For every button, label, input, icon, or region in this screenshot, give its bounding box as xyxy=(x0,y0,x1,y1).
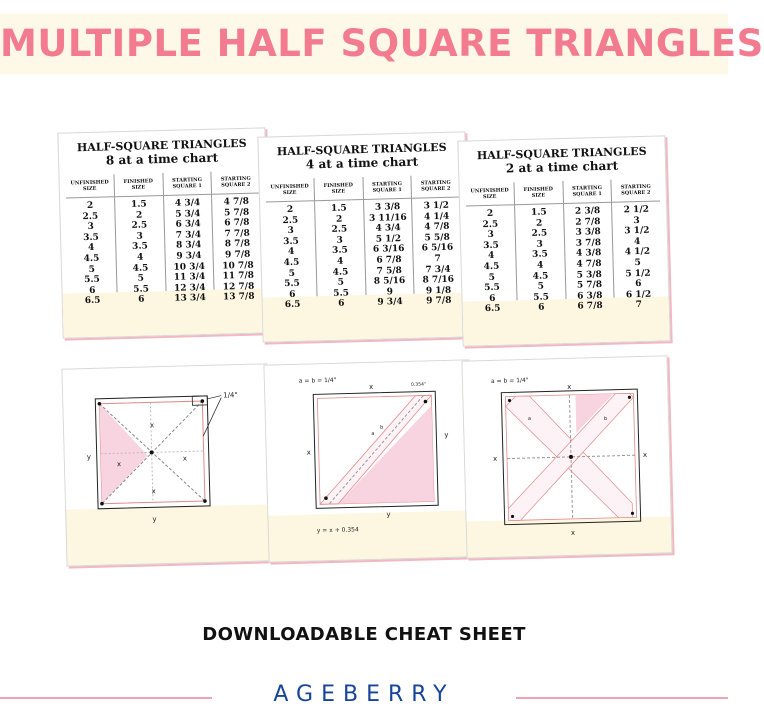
chart-table xyxy=(65,170,262,307)
table-cell: 6 xyxy=(89,285,96,296)
table-cell: 2 xyxy=(86,200,94,212)
table-cell: 8 7/16 xyxy=(422,274,455,286)
diagram-2-hst xyxy=(462,356,671,557)
table-cell: 1.5 xyxy=(130,199,147,210)
column-header: UNFINISHED SIZE xyxy=(265,178,313,202)
table-cell: 3 xyxy=(287,226,294,237)
chart-card-4-at-a-time xyxy=(257,131,470,342)
column-values xyxy=(66,197,117,307)
chart-column xyxy=(611,178,663,311)
dimension-label-y: y xyxy=(386,510,391,519)
table-cell: 4 xyxy=(487,251,495,262)
dimension-label-x: x xyxy=(368,382,374,391)
seam-allowance-label: 1/4" xyxy=(223,391,238,400)
dimension-label-x: x xyxy=(182,454,188,463)
table-cell: 13 7/8 xyxy=(222,291,255,303)
table-cell: 6 7/8 xyxy=(577,301,603,313)
dimension-label-x: x xyxy=(570,528,576,537)
table-cell: 8 5/16 xyxy=(373,276,406,287)
table-cell: 2.5 xyxy=(282,215,299,226)
table-cell: 5.5 xyxy=(533,292,550,303)
table-cell: 5 xyxy=(337,277,345,288)
diagram-4-hst xyxy=(264,360,473,561)
table-cell: 2.5 xyxy=(131,220,148,232)
table-cell: 5 1/2 xyxy=(375,233,402,245)
chart-title: HALF-SQUARE TRIANGLES xyxy=(76,136,247,155)
table-cell: 3.5 xyxy=(483,240,499,251)
table-cell: 5 1/2 xyxy=(625,268,651,279)
diagram-card-2-at-a-time xyxy=(461,355,672,558)
dimension-label-x: x xyxy=(149,421,155,430)
table-cell: 3 3/8 xyxy=(575,227,601,238)
table-cell: 3 xyxy=(487,230,494,241)
chart-column xyxy=(65,174,116,307)
cheat-sheet-caption: DOWNLOADABLE CHEAT SHEET xyxy=(202,624,526,645)
table-cell: 4 xyxy=(87,243,95,254)
chart-column xyxy=(162,172,214,305)
chart-table xyxy=(465,178,662,315)
column-header: UNFINISHED SIZE xyxy=(65,174,113,198)
table-cell: 5 7/8 xyxy=(576,280,603,291)
table-cell: 8 7/8 xyxy=(224,239,251,250)
table-cell: 4.5 xyxy=(83,253,100,265)
seam-formula: a = b = 1/4" xyxy=(298,376,337,385)
table-cell: 3.5 xyxy=(83,232,99,243)
table-cell: 3 xyxy=(633,215,640,226)
table-cell: 3 xyxy=(87,222,94,233)
offset-label: 0.354" xyxy=(410,382,427,388)
dimension-label-x: x xyxy=(116,460,122,469)
table-cell: 5.5 xyxy=(484,282,501,294)
table-cell: 3.5 xyxy=(332,245,348,257)
chart-column xyxy=(211,170,263,303)
table-cell: 5 xyxy=(488,272,496,283)
chart-column xyxy=(411,174,463,307)
table-cell: 4.5 xyxy=(132,262,149,274)
table-cell: 2 3/8 xyxy=(574,206,601,217)
table-cell: 2.5 xyxy=(331,224,348,236)
table-cell: 2 1/2 xyxy=(623,204,650,216)
table-cell: 8 3/4 xyxy=(175,240,202,252)
dimension-label-x: x xyxy=(567,382,572,391)
table-cell: 7 xyxy=(635,300,643,311)
table-cell: 6 xyxy=(538,302,545,314)
chart-column xyxy=(313,177,365,310)
column-header: STARTING SQUARE 2 xyxy=(612,178,660,202)
chart-column xyxy=(362,176,414,309)
table-cell: 4 xyxy=(633,236,641,247)
table-cell: 9 1/8 xyxy=(425,285,452,297)
table-cell: 4.5 xyxy=(332,266,349,278)
table-cell: 6 1/2 xyxy=(625,289,652,301)
table-cell: 4 3/4 xyxy=(375,223,401,234)
seam-formula: a = b = 1/4" xyxy=(490,376,529,385)
table-cell: 7 3/4 xyxy=(425,264,451,275)
table-cell: 2.5 xyxy=(531,228,548,240)
table-cell: 9 3/4 xyxy=(176,250,202,262)
table-cell: 6 xyxy=(289,289,296,300)
chart-column xyxy=(265,178,316,311)
table-cell: 3 3/8 xyxy=(374,202,401,213)
table-cell: 6 3/8 xyxy=(577,290,603,302)
column-header: FINISHED SIZE xyxy=(114,173,162,197)
table-cell: 5 7/8 xyxy=(223,207,250,219)
column-header: STARTING SQUARE 1 xyxy=(163,172,211,196)
table-cell: 9 7/8 xyxy=(224,249,251,261)
table-cell: 5 xyxy=(634,257,641,269)
column-values xyxy=(515,204,566,314)
table-cell: 4 xyxy=(536,260,544,271)
table-cell: 7 xyxy=(434,253,441,265)
table-cell: 7 3/4 xyxy=(175,229,202,241)
column-values xyxy=(164,195,215,305)
table-cell: 2 xyxy=(335,214,343,225)
column-values xyxy=(564,203,615,313)
table-cell: 2 xyxy=(286,204,294,216)
table-cell: 2 xyxy=(535,218,543,229)
table-cell: 2.5 xyxy=(82,211,99,222)
column-values xyxy=(266,201,317,311)
column-values xyxy=(212,193,263,303)
table-cell: 9 3/4 xyxy=(377,297,403,309)
dimension-label-x: x xyxy=(151,487,156,496)
column-values xyxy=(115,196,166,306)
chart-columns xyxy=(265,174,462,311)
table-cell: 3 xyxy=(536,239,543,250)
table-cell: 5 xyxy=(288,268,296,279)
table-cell: 3.5 xyxy=(132,241,148,253)
table-cell: 4 7/8 xyxy=(424,221,450,233)
table-cell: 3 xyxy=(336,235,343,246)
column-header: FINISHED SIZE xyxy=(314,177,362,201)
table-cell: 6 xyxy=(338,298,345,310)
chart-subtitle: 2 at a time chart xyxy=(505,158,619,176)
column-header: UNFINISHED SIZE xyxy=(465,182,513,206)
column-header: STARTING SQUARE 2 xyxy=(212,170,260,194)
table-cell: 10 7/8 xyxy=(222,260,254,272)
column-header: STARTING SQUARE 1 xyxy=(563,180,611,204)
page-title: MULTIPLE HALF SQUARE TRIANGLES xyxy=(0,22,764,65)
chart-card-2-at-a-time xyxy=(457,135,670,346)
chart-title: HALF-SQUARE TRIANGLES xyxy=(276,140,447,159)
brand-name: AGEBERRY xyxy=(273,682,455,707)
table-cell: 3 7/8 xyxy=(575,237,602,249)
table-cell: 2 xyxy=(486,208,494,220)
seam-label-b: b xyxy=(603,415,608,423)
chart-card-8-at-a-time xyxy=(57,127,270,338)
column-values xyxy=(612,201,663,311)
table-cell: 10 3/4 xyxy=(173,261,206,273)
column-values xyxy=(412,197,463,307)
table-cell: 4 7/8 xyxy=(576,258,602,270)
table-cell: 5 xyxy=(137,273,145,284)
chart-subtitle: 8 at a time chart xyxy=(105,150,219,168)
table-cell: 6 7/8 xyxy=(224,217,250,229)
table-cell: 2.5 xyxy=(482,219,499,230)
table-cell: 2 7/8 xyxy=(575,216,601,228)
column-values xyxy=(364,199,415,309)
table-cell: 5.5 xyxy=(284,278,301,290)
table-cell: 5 5/8 xyxy=(424,232,450,244)
seam-label-b: b xyxy=(380,424,384,431)
chart-column xyxy=(113,173,165,306)
table-cell: 2 xyxy=(135,210,143,221)
dimension-label-y: y xyxy=(86,452,92,462)
table-cell: 7 7/8 xyxy=(224,228,250,240)
seam-label-a: a xyxy=(527,415,532,423)
table-cell: 4.5 xyxy=(532,270,549,282)
dimension-label-x: x xyxy=(642,450,648,460)
table-cell: 12 7/8 xyxy=(222,281,255,293)
table-cell: 9 xyxy=(386,287,394,298)
table-cell: 3 1/2 xyxy=(624,225,650,237)
table-cell: 6 xyxy=(489,293,496,304)
chart-column xyxy=(513,181,565,314)
dimension-label-x: x xyxy=(492,454,498,463)
table-cell: 6.5 xyxy=(284,300,301,311)
table-cell: 4 1/4 xyxy=(423,211,450,223)
table-cell: 6 xyxy=(635,279,642,290)
table-cell: 3 11/16 xyxy=(368,212,407,224)
table-cell: 13 3/4 xyxy=(174,293,206,305)
table-cell: 5.5 xyxy=(84,274,101,286)
table-cell: 4.5 xyxy=(283,257,300,269)
column-values xyxy=(466,205,517,315)
table-cell: 9 7/8 xyxy=(426,296,452,307)
chart-header xyxy=(467,145,658,177)
size-equation: y = x + 0.354 xyxy=(316,526,359,535)
dimension-label-y: y xyxy=(444,430,449,440)
table-cell: 4 3/4 xyxy=(174,198,201,209)
diagram-card-4-at-a-time xyxy=(263,359,474,562)
table-cell: 12 3/4 xyxy=(173,282,206,294)
table-cell: 4.5 xyxy=(483,261,500,273)
dimension-label-y: y xyxy=(152,515,157,524)
table-cell: 5 3/4 xyxy=(175,208,201,220)
chart-subtitle: 4 at a time chart xyxy=(305,154,419,172)
chart-column xyxy=(562,180,614,313)
table-cell: 6 3/4 xyxy=(175,219,201,230)
table-cell: 11 3/4 xyxy=(173,272,206,283)
chart-columns xyxy=(465,178,662,315)
table-cell: 4 3/8 xyxy=(575,248,602,260)
table-cell: 4 1/2 xyxy=(624,247,651,258)
table-cell: 4 xyxy=(287,247,295,258)
table-cell: 4 xyxy=(336,256,344,267)
table-cell: 7 5/8 xyxy=(376,265,403,277)
table-cell: 6 7/8 xyxy=(376,254,402,266)
chart-title: HALF-SQUARE TRIANGLES xyxy=(476,144,647,163)
diagram-card-8-at-a-time xyxy=(61,363,272,566)
chart-column xyxy=(465,182,516,315)
table-cell: 6.5 xyxy=(484,304,501,315)
table-cell: 1.5 xyxy=(330,203,347,214)
table-cell: 3.5 xyxy=(532,249,548,261)
table-cell: 5.5 xyxy=(133,284,150,295)
chart-table xyxy=(265,174,462,311)
table-cell: 5 xyxy=(88,264,96,275)
table-cell: 6 5/16 xyxy=(421,243,454,254)
table-cell: 3 xyxy=(136,231,143,242)
table-cell: 5.5 xyxy=(333,288,350,299)
dimension-label-x: x xyxy=(306,448,312,457)
column-header: STARTING SQUARE 1 xyxy=(363,176,411,200)
table-cell: 5 xyxy=(537,281,545,292)
diagram-8-hst xyxy=(62,364,271,565)
column-header: FINISHED SIZE xyxy=(514,181,562,205)
table-cell: 5 3/8 xyxy=(576,269,603,281)
table-cell: 11 7/8 xyxy=(222,270,255,282)
column-header: STARTING SQUARE 2 xyxy=(412,174,460,198)
table-cell: 4 xyxy=(136,252,144,263)
seam-label-a: a xyxy=(371,430,375,437)
table-cell: 3 1/2 xyxy=(423,200,450,212)
table-cell: 1.5 xyxy=(530,207,547,218)
table-cell: 4 7/8 xyxy=(223,196,250,208)
chart-header xyxy=(267,141,458,173)
chart-columns xyxy=(65,170,262,307)
table-cell: 3.5 xyxy=(283,236,299,247)
column-values xyxy=(315,200,366,310)
diagram-paper xyxy=(62,364,270,509)
table-cell: 6 xyxy=(138,294,145,306)
table-cell: 6.5 xyxy=(84,296,101,307)
table-cell: 6 3/16 xyxy=(372,244,405,256)
chart-header xyxy=(67,137,258,169)
